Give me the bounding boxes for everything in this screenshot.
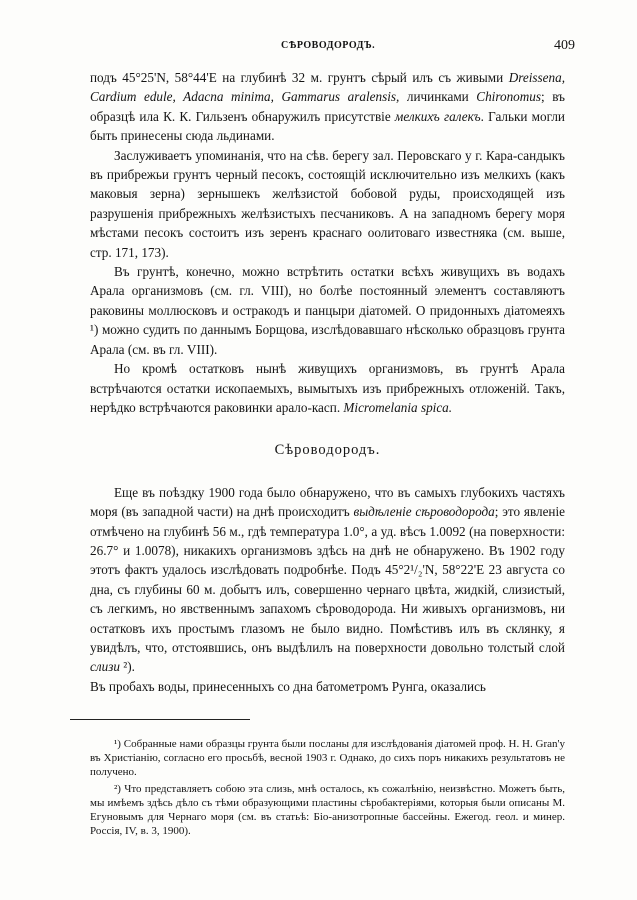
text-run: подъ 45°25'N, 58°44'E на глубинѣ 32 м. грунтъ сѣрый илъ съ живыми <box>90 70 509 85</box>
text-run: Но кромѣ остатковъ нынѣ живущихъ организмовъ, въ грунтѣ Арала встрѣчаются остатки ископаемыхъ, вымытыхъ изъ прибрежныхъ отложеній. Такъ, нерѣдко встрѣчаются раковинки арало-касп. <box>90 361 565 415</box>
italic-run: мелкихъ галекъ <box>394 108 481 124</box>
running-head: СѢРОВОДОРОДЪ. <box>281 40 376 51</box>
italic-run: выдѣленіе сѣроводорода <box>353 504 495 520</box>
text-run: Въ пробахъ воды, принесенныхъ со дна батометромъ Рунга, оказались <box>90 678 486 694</box>
text-run: . Гальки могли быть принесены сюда льдинами. <box>90 108 565 144</box>
paragraphs-before-section <box>90 68 565 417</box>
paragraph <box>90 359 565 417</box>
text-run: ²). <box>119 659 135 675</box>
text-run: ; это явленіе отмѣчено на глубинѣ 56 м., гдѣ температура 1.0°, а уд. вѣсъ 1.0092 (на поверхности: 26.7° и 1.0078), никакихъ организмовъ здѣсь на днѣ не обнаружено. Въ 1902 году этотъ фактъ удалось изслѣдовать подробнѣе. Подъ 45°2¹/₂'N, 58°22'E 23 августа со дна, съ глубины 60 м. добытъ илъ, совершенно чернаго цвѣта, жидкій, слизистый, съ легкимъ, но явственнымъ запахомъ сѣроводорода. Ни живыхъ организмовъ, ни остатковъ ихъ простымъ глазомъ не было видно. Помѣстивъ илъ въ склянку, я увидѣлъ, что, отстоявшись, онъ выдѣлилъ на поверхности довольно толстый слой <box>90 504 566 655</box>
main-text <box>90 68 565 696</box>
footnote-rule <box>70 719 250 720</box>
text-run: Заслуживаетъ упоминанія, что на сѣв. берегу зал. Перовскаго у г. Кара-сандыкъ въ прибрежьи грунтъ черный песокъ, состоящій исключительно изъ мелкихъ (какъ маковыя зерна) зернышекъ желѣзистой бобовой руды, происходящей изъ разрушенія прибрежныхъ желѣзистыхъ песчаниковъ. А на западномъ берегу моря мѣстами песокъ состоитъ изъ зеренъ краснаго оолитоваго известняка (см. выше, стр. 171, 173). <box>90 147 565 260</box>
text-run: Въ грунтѣ, конечно, можно встрѣтить остатки всѣхъ живущихъ въ водахъ Арала организмовъ (см. гл. VIII), но болѣе постоянный элементъ составляютъ раковины моллюсковъ и остракодъ и панцыри діатомей. О придонныхъ діатомеяхъ ¹) можно судить по даннымъ Борщова, изслѣдовавшаго нѣсколько образцовъ грунта Арала (см. въ гл. VIII). <box>90 264 565 357</box>
italic-run: Chironomus <box>476 89 542 105</box>
section-paragraphs <box>90 483 565 696</box>
section-heading: Сѣроводородъ. <box>274 442 381 459</box>
paragraph <box>90 483 565 677</box>
text-run: личинками <box>399 89 477 105</box>
paragraph <box>90 677 565 696</box>
text-run: Еще въ поѣздку 1900 года было обнаружено, что въ самыхъ глубокихъ частяхъ моря (въ западной части) на днѣ происходитъ <box>90 484 565 520</box>
italic-run: Dreissena, Cardium edule, Adacna minima, Gammarus aralensis, <box>90 70 565 105</box>
italic-run: Micromelania spica. <box>343 399 453 415</box>
paragraph <box>90 68 565 146</box>
text-run: ; въ образцѣ ила К. К. Гильзенъ обнаружилъ присутствіе <box>90 89 565 124</box>
paragraph <box>90 146 565 262</box>
paragraph <box>90 262 565 359</box>
footnote: ²) Что представляетъ собою эта слизь, мнѣ осталось, къ сожалѣнію, неизвѣстно. Можетъ быть, мы имѣемъ здѣсь дѣло съ тѣми образующими пластины сѣробактеріями, которыя были описаны М. Егуновымъ для Чернаго моря (см. въ статьѣ: Біо-анизотропные бассейны. Ежегод. геол. и минер. Россія, IV, в. 3, 1900). <box>90 783 565 837</box>
footnotes <box>90 738 565 839</box>
page-number: 409 <box>554 38 575 53</box>
footnote: ¹) Собранные нами образцы грунта были посланы для изслѣдованія діатомей проф. Н. Н. Gran'у въ Христіанію, согласно его просьбѣ, весной 1903 г. Однако, до сихъ поръ никакихъ результатовъ не получено. <box>90 738 565 778</box>
italic-run: слизи <box>90 659 120 675</box>
